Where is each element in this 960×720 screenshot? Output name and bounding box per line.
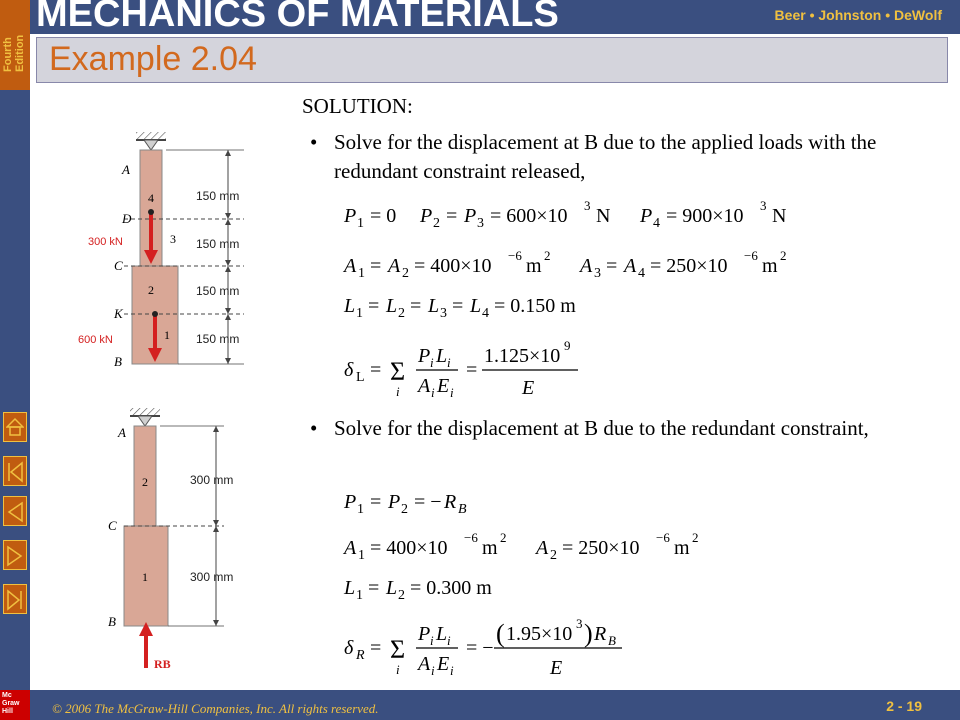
svg-text:L: L xyxy=(436,345,448,367)
svg-text:Σ: Σ xyxy=(390,357,406,386)
svg-text:2: 2 xyxy=(398,588,405,603)
svg-text:L: L xyxy=(436,623,448,645)
svg-text:i: i xyxy=(396,384,400,399)
support xyxy=(136,132,166,140)
svg-text:δ: δ xyxy=(344,359,354,381)
svg-text:i: i xyxy=(447,355,451,370)
svg-text:(: ( xyxy=(496,619,505,648)
svg-text:i: i xyxy=(430,633,434,648)
svg-text:A: A xyxy=(344,537,357,559)
svg-text:1: 1 xyxy=(357,502,364,517)
svg-text:2: 2 xyxy=(780,248,787,263)
svg-text:δ: δ xyxy=(344,637,354,659)
svg-text:2: 2 xyxy=(544,248,551,263)
svg-text:A: A xyxy=(536,537,549,559)
svg-text:R: R xyxy=(356,648,365,663)
svg-text:=: = xyxy=(370,255,382,277)
svg-text:−6: −6 xyxy=(508,248,522,263)
svg-text:P: P xyxy=(344,491,357,513)
svg-text:N: N xyxy=(772,205,787,227)
publisher-logo xyxy=(0,690,30,720)
fig2-label-A: A xyxy=(118,425,126,440)
svg-text:= 250×10: = 250×10 xyxy=(650,255,728,277)
fig1-dim-1: 150 mm xyxy=(196,189,240,203)
svg-text:=: = xyxy=(466,359,478,381)
bullet-redundant-text: Solve for the displacement at B due to the redundant constraint, xyxy=(334,416,869,440)
svg-text:R: R xyxy=(594,623,607,645)
fig2-dim-1: 300 mm xyxy=(190,473,234,487)
svg-text:1.125×10: 1.125×10 xyxy=(484,345,561,367)
fig1-dim-2: 150 mm xyxy=(196,237,240,251)
svg-text:E: E xyxy=(522,377,535,399)
svg-text:P: P xyxy=(418,345,431,367)
svg-text:= 250×10: = 250×10 xyxy=(562,537,640,559)
svg-text:1: 1 xyxy=(356,588,363,603)
fig1-label-K: K xyxy=(114,306,123,321)
svg-text:N: N xyxy=(596,205,611,227)
fig2-seg-1: 1 xyxy=(142,570,148,584)
fig1-seg-1: 1 xyxy=(164,328,170,342)
svg-text:A: A xyxy=(418,375,431,397)
svg-text:P: P xyxy=(420,205,433,227)
svg-text:L: L xyxy=(386,295,398,317)
svg-text:−6: −6 xyxy=(656,530,670,545)
fig2-label-C: C xyxy=(108,518,117,533)
equation-areas xyxy=(340,246,820,282)
svg-text:B: B xyxy=(608,633,616,648)
svg-text:B: B xyxy=(458,502,467,517)
svg-text:1: 1 xyxy=(358,548,365,562)
svg-text:= −: = − xyxy=(466,637,494,659)
equation-loads xyxy=(340,196,790,232)
equation-reactions xyxy=(340,484,540,518)
svg-text:=: = xyxy=(452,295,464,317)
fig1-seg-2: 2 xyxy=(148,283,154,297)
page-number: 2 - 19 xyxy=(886,698,922,714)
svg-text:L: L xyxy=(344,295,356,317)
first-slide-icon xyxy=(6,461,24,483)
svg-text:3: 3 xyxy=(576,616,583,631)
svg-text:i: i xyxy=(396,662,400,677)
solution-label: SOLUTION: xyxy=(302,94,413,118)
fig1-label-D: D xyxy=(122,211,132,226)
equation-lengths xyxy=(340,288,640,322)
svg-text:R: R xyxy=(444,491,457,513)
svg-text:i: i xyxy=(450,385,454,400)
svg-text:=: = xyxy=(368,577,380,599)
svg-text:1: 1 xyxy=(356,306,363,321)
svg-text:= 0.150 m: = 0.150 m xyxy=(494,295,576,317)
last-slide-icon xyxy=(6,589,24,611)
svg-text:= 400×10: = 400×10 xyxy=(370,537,448,559)
previous-slide-icon xyxy=(6,501,24,523)
figure-applied-loads xyxy=(74,124,264,374)
svg-text:3: 3 xyxy=(760,198,767,213)
next-slide-button[interactable] xyxy=(3,540,27,570)
svg-text:i: i xyxy=(447,633,451,648)
svg-text:L: L xyxy=(386,577,398,599)
svg-text:4: 4 xyxy=(482,306,489,321)
svg-text:P: P xyxy=(344,205,357,227)
svg-text:L: L xyxy=(428,295,440,317)
svg-text:m: m xyxy=(482,537,498,559)
publisher-logo-text: Mc Graw Hill xyxy=(2,692,20,715)
svg-text:−6: −6 xyxy=(464,530,478,545)
svg-text:A: A xyxy=(388,255,401,277)
svg-text:−6: −6 xyxy=(744,248,758,263)
svg-text:= −: = − xyxy=(414,491,442,513)
svg-text:m: m xyxy=(762,255,778,277)
svg-text:E: E xyxy=(437,375,450,397)
svg-text:4: 4 xyxy=(653,216,660,231)
fig1-dim-3: 150 mm xyxy=(196,284,240,298)
fig2-seg-2: 2 xyxy=(142,475,148,489)
svg-text:3: 3 xyxy=(594,266,601,281)
fig2-dim-2: 300 mm xyxy=(190,570,234,584)
svg-text:2: 2 xyxy=(402,266,409,281)
book-title: MECHANICS OF MATERIALS xyxy=(36,0,559,35)
svg-text:1.95×10: 1.95×10 xyxy=(506,623,573,645)
svg-text:= 600×10: = 600×10 xyxy=(490,205,568,227)
fig2-label-B: B xyxy=(108,614,116,629)
home-button[interactable] xyxy=(3,412,27,442)
svg-text:3: 3 xyxy=(584,198,591,213)
svg-text:i: i xyxy=(431,663,435,678)
first-slide-button[interactable] xyxy=(3,456,27,486)
fig1-label-B: B xyxy=(114,354,122,369)
svg-text:m: m xyxy=(526,255,542,277)
copyright: © 2006 The McGraw-Hill Companies, Inc. All rights reserved. xyxy=(52,701,379,716)
svg-text:= 0.300 m: = 0.300 m xyxy=(410,577,492,599)
svg-text:A: A xyxy=(580,255,593,277)
slide-title-box xyxy=(36,37,948,83)
svg-text:1: 1 xyxy=(358,266,365,281)
support xyxy=(130,408,160,416)
fig1-load-300: 300 kN xyxy=(88,236,123,248)
svg-text:L: L xyxy=(356,370,365,385)
svg-text:3: 3 xyxy=(477,216,484,231)
edition-text: Fourth Edition xyxy=(2,34,26,72)
svg-text:2: 2 xyxy=(692,530,699,545)
authors: Beer • Johnston • DeWolf xyxy=(774,7,942,23)
fig2-reaction-label: RB xyxy=(154,657,171,671)
svg-text:): ) xyxy=(584,619,593,648)
svg-text:P: P xyxy=(464,205,477,227)
svg-text:A: A xyxy=(624,255,637,277)
svg-text:=: = xyxy=(368,295,380,317)
svg-text:E: E xyxy=(437,653,450,675)
svg-text:=: = xyxy=(410,295,422,317)
svg-text:4: 4 xyxy=(638,266,645,281)
svg-text:= 400×10: = 400×10 xyxy=(414,255,492,277)
equation-delta-R xyxy=(340,612,630,684)
last-slide-button[interactable] xyxy=(3,584,27,614)
fig1-dim-4: 150 mm xyxy=(196,332,240,346)
svg-text:2: 2 xyxy=(398,306,405,321)
svg-text:A: A xyxy=(344,255,357,277)
equation-delta-L xyxy=(340,336,600,402)
svg-text:L: L xyxy=(470,295,482,317)
svg-text:1: 1 xyxy=(357,216,364,231)
figure-redundant xyxy=(84,400,264,680)
svg-text:2: 2 xyxy=(401,502,408,517)
equation-areas-2 xyxy=(340,528,720,562)
svg-text:2: 2 xyxy=(500,530,507,545)
edition-badge xyxy=(0,0,30,90)
slide-title: Example 2.04 xyxy=(49,40,257,78)
fig1-label-A: A xyxy=(122,162,130,177)
bullet-applied-loads-text: Solve for the displacement at B due to the applied loads with the redundant constraint released, xyxy=(334,130,877,183)
equation-lengths-2 xyxy=(340,572,540,604)
svg-text:9: 9 xyxy=(564,338,571,353)
svg-text:L: L xyxy=(344,577,356,599)
svg-text:P: P xyxy=(640,205,653,227)
bullet-dot: • xyxy=(310,416,318,440)
svg-text:A: A xyxy=(418,653,431,675)
svg-text:i: i xyxy=(430,355,434,370)
svg-text:=: = xyxy=(370,359,382,381)
svg-text:E: E xyxy=(550,657,563,679)
svg-text:= 900×10: = 900×10 xyxy=(666,205,744,227)
svg-text:i: i xyxy=(450,663,454,678)
svg-text:Σ: Σ xyxy=(390,635,406,664)
svg-text:=: = xyxy=(606,255,618,277)
fig1-seg-3: 3 xyxy=(170,232,176,246)
svg-text:=: = xyxy=(446,205,458,227)
fig1-label-C: C xyxy=(114,258,123,273)
svg-text:P: P xyxy=(418,623,431,645)
svg-text:3: 3 xyxy=(440,306,447,321)
next-slide-icon xyxy=(6,545,24,567)
fig1-seg-4: 4 xyxy=(148,191,154,205)
svg-text:2: 2 xyxy=(433,216,440,231)
svg-text:P: P xyxy=(388,491,401,513)
fig1-load-600: 600 kN xyxy=(78,334,113,346)
svg-text:2: 2 xyxy=(550,548,557,562)
svg-text:i: i xyxy=(431,385,435,400)
svg-text:= 0: = 0 xyxy=(370,205,397,227)
bullet-dot: • xyxy=(310,130,318,154)
home-icon xyxy=(6,417,24,437)
svg-text:m: m xyxy=(674,537,690,559)
svg-text:=: = xyxy=(370,637,382,659)
svg-text:=: = xyxy=(370,491,382,513)
previous-slide-button[interactable] xyxy=(3,496,27,526)
